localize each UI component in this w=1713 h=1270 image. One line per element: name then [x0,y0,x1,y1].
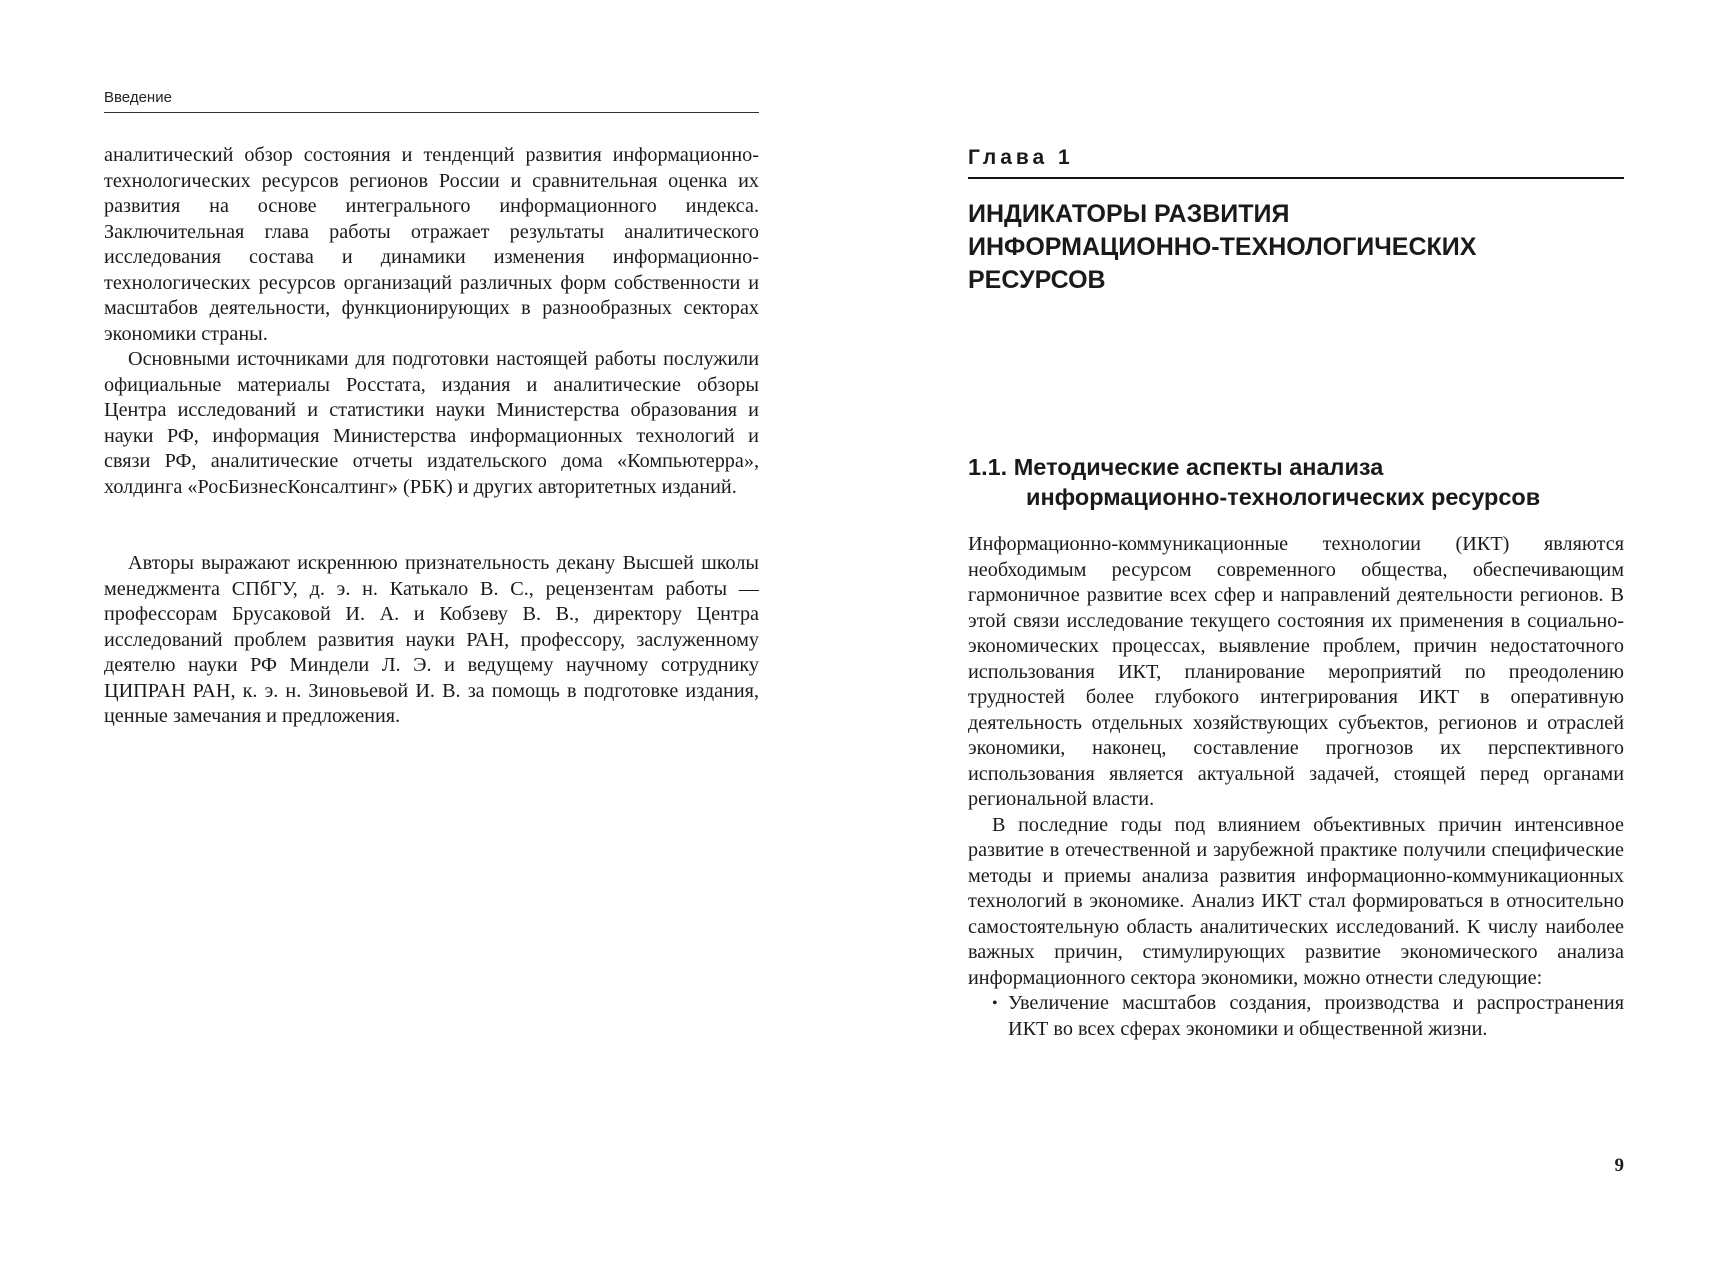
chapter-title [968,198,1624,297]
section-title-line2: информационно-технологических ресурсов [1026,484,1541,510]
paragraph: Информационно-коммуникационные технологии (ИКТ) являются необходимым ресурсом современного общества, обеспечивающим гармоничное развитие всех сфер и направлений деятельности регионов. В этой связи исследование текущего состояния их применения в социально-экономических процессах, выявление проблем, причин недостаточного использования ИКТ, планирование мероприятий по преодолению трудностей более глубокого интегрирования ИКТ в оперативную деятельность отдельных хозяйствующих субъектов, регионов и отраслей экономики, наконец, составление прогнозов их перспективного использования является актуальной задачей, стоящей перед органами региональной власти. [968,533,1624,810]
left-main-text [104,143,759,500]
paragraph: Основными источниками для подготовки настоящей работы послужили официальные материалы Росстата, издания и аналитические обзоры Центра исследований и статистики науки Министерства образования и науки РФ, информация Министерства информационных технологий и связи РФ, аналитические отчеты издательского дома «Компьютерра», холдинга «РосБизнесКонсалтинг» (РБК) и других авторитетных изданий. [104,348,759,498]
section-title-line1: Методические аспекты анализа [1013,454,1384,480]
right-main-text [968,532,1624,1042]
running-head: Введение [104,89,759,113]
acknowledgement-paragraph: Авторы выражают искреннюю признательность декану Высшей школы менеджмента СПбГУ, д. э. н. Катькало В. С., рецензентам работы — профессорам Брусаковой И. А. и Кобзеву В. В., директору Центра исследований проблем развития науки РАН, профессору, заслуженному деятелю науки РФ Миндели Л. Э. и ведущему научному сотруднику ЦИПРАН РАН, к. э. н. Зиновьевой И. В. за помощь в подготовке издания, ценные замечания и предложения. [104,552,759,727]
list-item-text: Увеличение масштабов создания, производства и распространения ИКТ во всех сферах экономики и общественной жизни. [1008,992,1624,1040]
left-page [0,0,856,1270]
paragraph: аналитический обзор состояния и тенденций развития информационно-технологических ресурсов регионов России и сравнительная оценка их развития на основе интегрального информационного индекса. Заключительная глава работы отражает результаты аналитического исследования состава и динамики изменения информационно-технологических ресурсов организаций различных форм собственности и масштабов деятельности, функционирующих в разнообразных секторах экономики страны. [104,144,759,345]
paragraph: В последние годы под влиянием объективных причин интенсивное развитие в отечественной и зарубежной практике получили специфические методы и приемы анализа развития информационно-коммуникационных технологий в экономике. Анализ ИКТ стал формироваться в относительно самостоятельную область аналитических исследований. К числу наиболее важных причин, стимулирующих развитие экономического анализа информационного сектора экономики, можно отнести следующие: [968,813,1624,989]
page-number: 9 [1614,1155,1624,1176]
bullet-list [968,991,1624,1042]
chapter-title-line: РЕСУРСОВ [968,266,1106,294]
list-item [968,991,1624,1042]
bullet-icon: • [992,995,998,1012]
section-title [968,452,1648,512]
section-number: 1.1. [968,454,1008,480]
chapter-label: Глава 1 [968,146,1624,179]
chapter-title-line: ИНФОРМАЦИОННО-ТЕХНОЛОГИЧЕСКИХ [968,233,1477,261]
chapter-title-line: ИНДИКАТОРЫ РАЗВИТИЯ [968,200,1290,228]
acknowledgement-block [104,551,759,730]
